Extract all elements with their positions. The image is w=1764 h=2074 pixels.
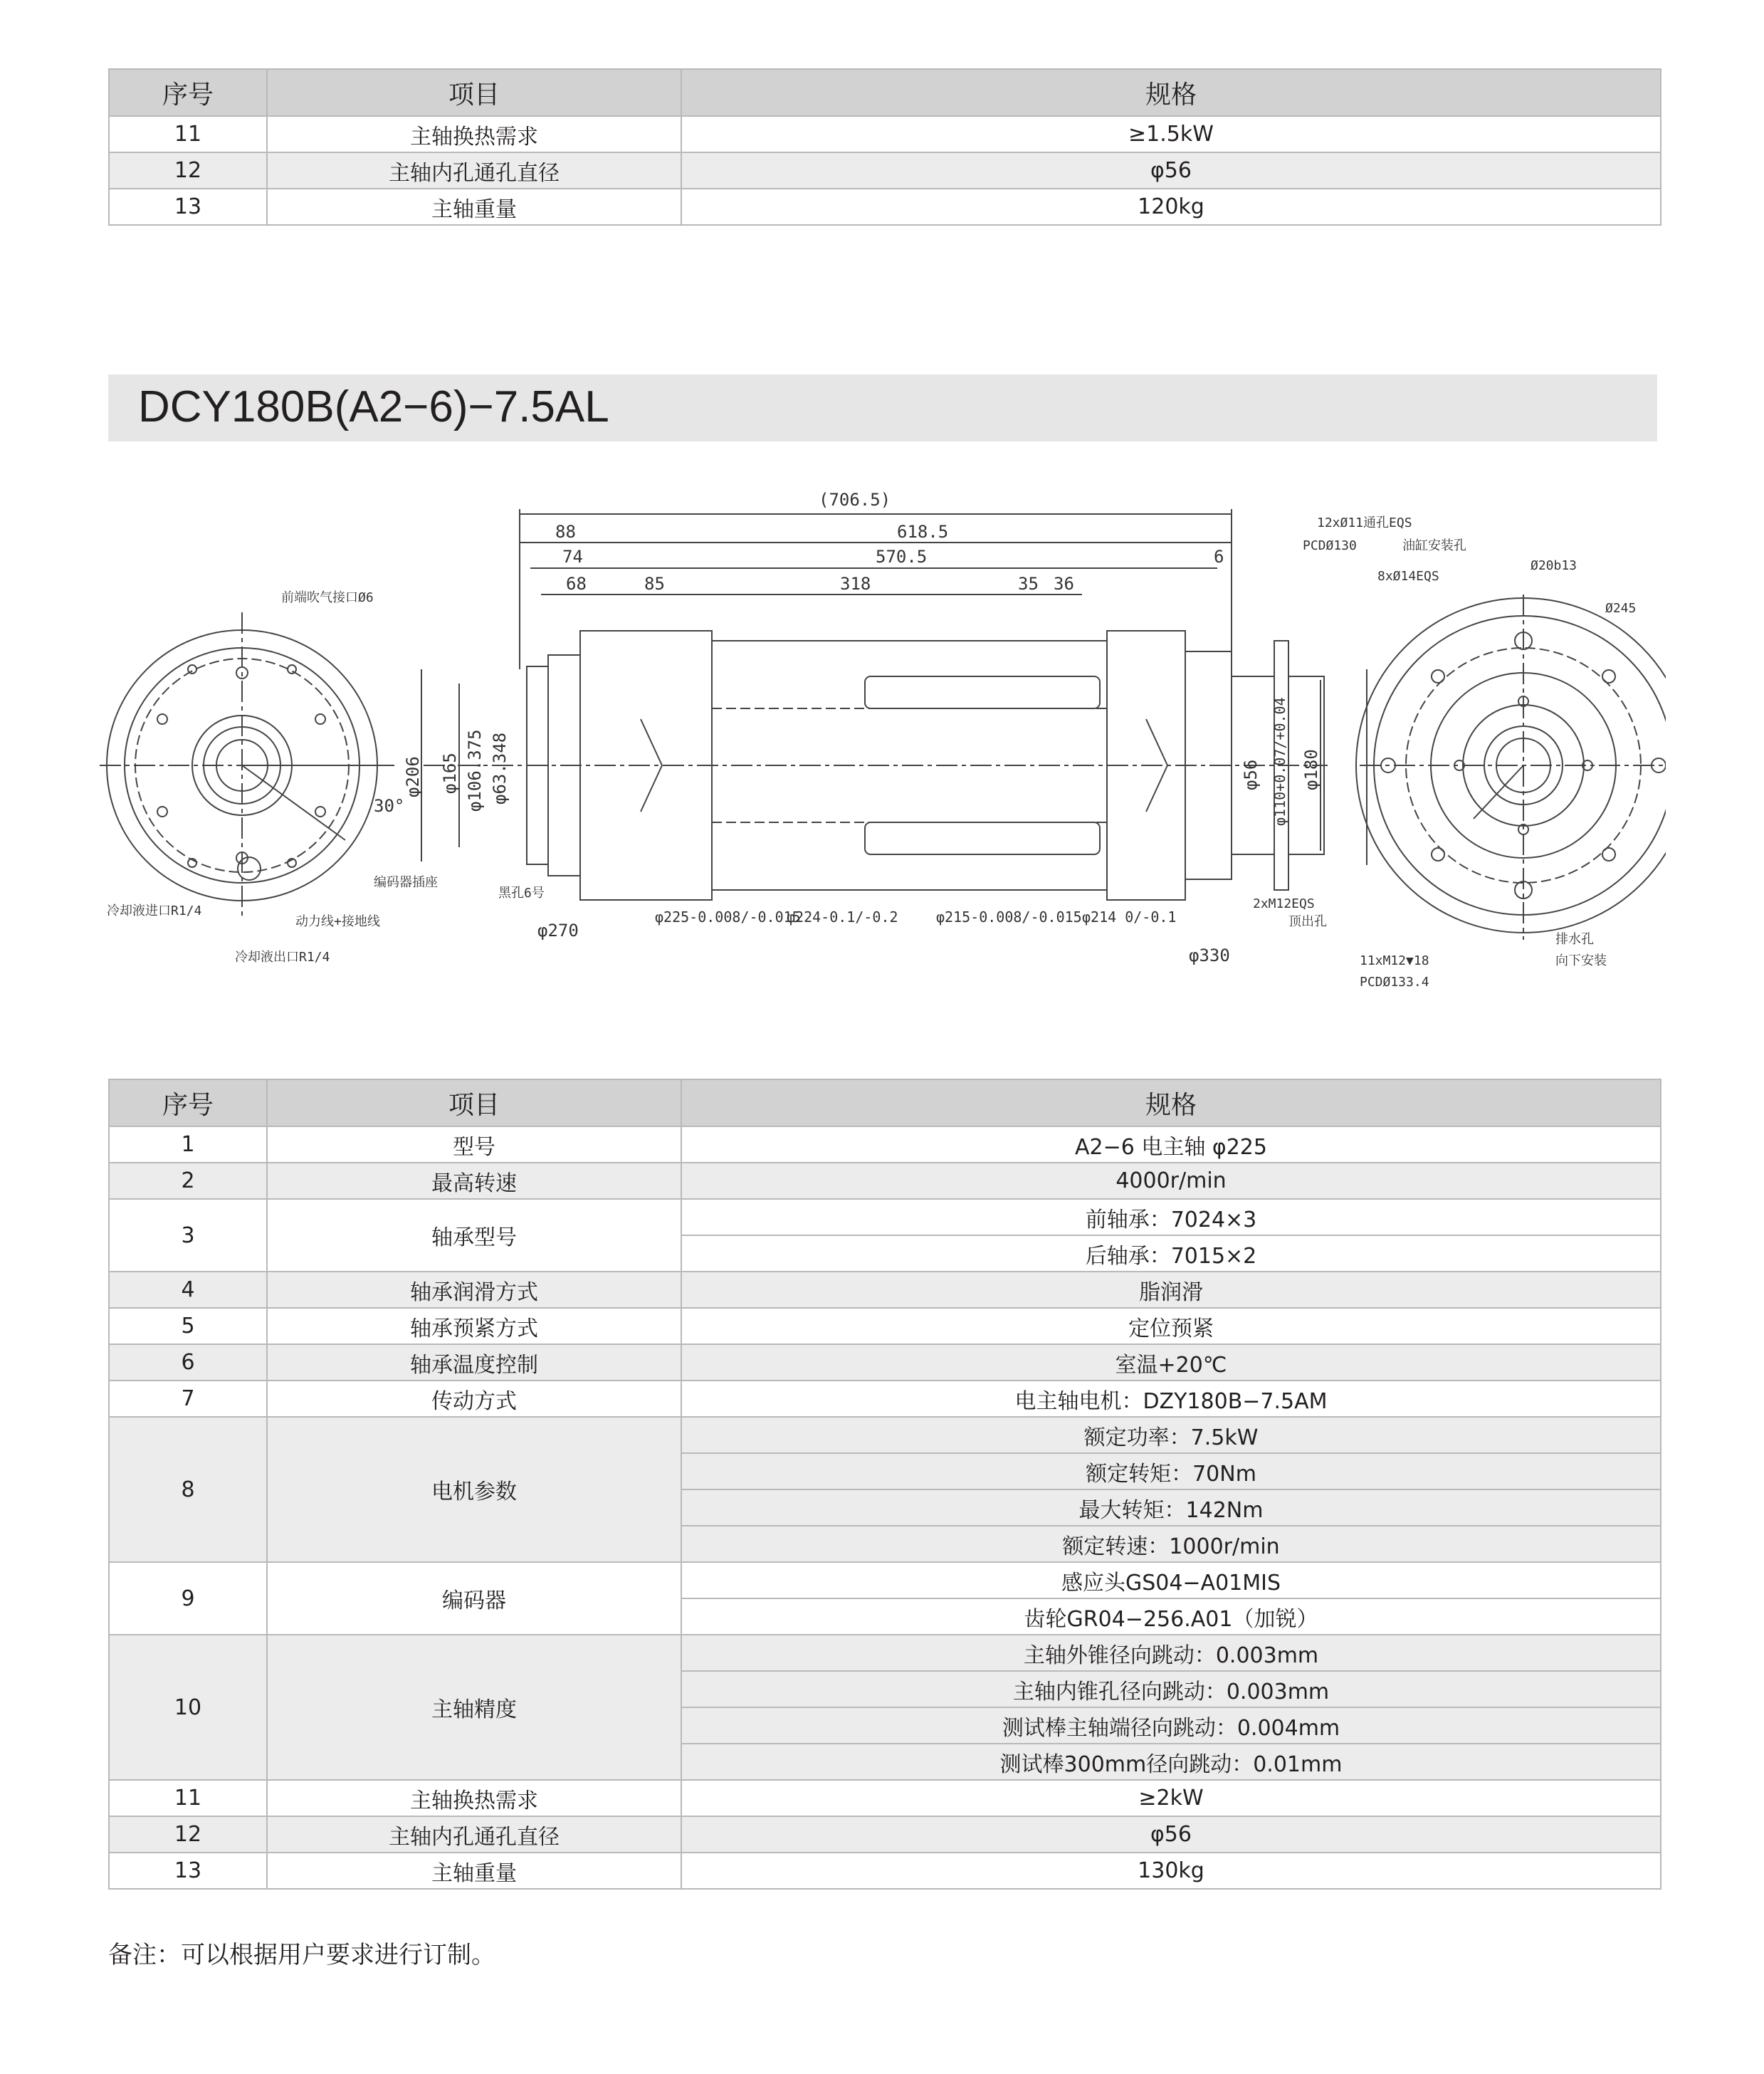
label-8x-holes: 8xØ14EQS [1377,569,1439,584]
row-item: 最高转速 [267,1163,681,1199]
row-item: 轴承预紧方式 [267,1308,681,1344]
row-no: 10 [109,1635,267,1780]
row-no: 12 [109,152,267,189]
row-item: 主轴换热需求 [267,116,681,152]
row-spec: 电主轴电机：DZY180B−7.5AM [681,1381,1661,1417]
label-coolant-out: 冷却液出口R1/4 [235,950,330,965]
dim-phi225: φ225-0.008/-0.015 [655,908,801,926]
table-row [109,1417,1661,1453]
row-spec: 定位预紧 [681,1308,1661,1344]
header-no: 序号 [109,1079,267,1126]
model-title: DCY180B(A2−6)−7.5AL [138,382,609,431]
table-row [109,116,1661,152]
row-spec: 主轴内锥孔径向跳动：0.003mm [681,1671,1661,1707]
row-spec: φ56 [681,152,1661,189]
dim-phi165: φ165 [440,753,460,794]
dim-88: 88 [555,522,576,542]
table-row [109,1308,1661,1344]
row-item: 编码器 [267,1562,681,1635]
dim-phi270: φ270 [537,921,579,941]
table-row [109,1780,1661,1816]
label-phi20b13: Ø20b13 [1531,558,1577,573]
dim-phi180: φ180 [1301,749,1321,790]
dim-318: 318 [840,574,871,594]
row-no: 4 [109,1272,267,1308]
dim-618-5: 618.5 [897,522,949,542]
row-no: 7 [109,1381,267,1417]
row-spec: A2−6 电主轴 φ225 [681,1126,1661,1163]
dim-6: 6 [1214,547,1224,567]
dim-phi110: φ110+0.07/+0.04 [1271,697,1288,826]
table-row [109,1344,1661,1381]
label-12x-holes: 12xØ11通孔EQS [1317,515,1412,530]
row-no: 3 [109,1199,267,1272]
dim-74: 74 [562,547,583,567]
label-2xm12: 2xM12EQS [1253,896,1315,911]
label-hole-6: 黑孔6号 [498,886,545,901]
row-spec: 脂润滑 [681,1272,1661,1308]
dim-phi206: φ206 [403,756,423,797]
label-pcd130: PCDØ130 [1303,538,1357,553]
row-spec: 额定转速：1000r/min [681,1526,1661,1562]
row-spec: 前轴承：7024×3 [681,1199,1661,1235]
row-item: 主轴换热需求 [267,1780,681,1816]
row-spec: 额定功率：7.5kW [681,1417,1661,1453]
row-spec: 后轴承：7015×2 [681,1235,1661,1272]
row-no: 13 [109,1853,267,1889]
label-drain-hole: 排水孔 [1555,932,1594,947]
table-row [109,1381,1661,1417]
row-item: 主轴精度 [267,1635,681,1780]
row-spec: 室温+20℃ [681,1344,1661,1381]
table-row [109,1635,1661,1671]
label-mount-down: 向下安装 [1555,953,1607,968]
label-power-line: 动力线+接地线 [295,914,380,929]
row-item: 主轴内孔通孔直径 [267,1816,681,1853]
label-11xm12: 11xM12▼18 [1360,953,1429,968]
right-end-view [1356,595,1666,940]
table-header-row [109,1079,1661,1126]
row-no: 12 [109,1816,267,1853]
row-spec: 130kg [681,1853,1661,1889]
row-item: 传动方式 [267,1381,681,1417]
technical-drawing [100,470,1666,1011]
label-phi245: Ø245 [1605,601,1637,616]
table-row [109,1816,1661,1853]
row-spec: ≥1.5kW [681,116,1661,152]
label-coolant-in: 冷却液进口R1/4 [107,904,202,918]
table-row [109,1562,1661,1598]
remark-note: 备注：可以根据用户要求进行订制。 [108,1941,495,1969]
label-encoder-socket: 编码器插座 [374,875,438,890]
row-no: 2 [109,1163,267,1199]
model-title-bar [108,375,1657,441]
dim-overall: (706.5) [819,490,891,510]
row-spec: 测试棒主轴端径向跳动：0.004mm [681,1707,1661,1744]
table-row [109,152,1661,189]
row-item: 主轴重量 [267,189,681,225]
dim-phi214: φ214 0/-0.1 [1082,908,1177,926]
dim-35: 35 [1018,574,1039,594]
row-item: 轴承温度控制 [267,1344,681,1381]
dim-phi215: φ215-0.008/-0.015 [936,908,1082,926]
side-view [424,631,1328,900]
row-item: 型号 [267,1126,681,1163]
header-item: 项目 [267,69,681,116]
table-row [109,1163,1661,1199]
dim-phi330: φ330 [1189,946,1230,965]
table-row [109,1272,1661,1308]
row-no: 11 [109,116,267,152]
header-no: 序号 [109,69,267,116]
row-no: 11 [109,1780,267,1816]
dim-85: 85 [644,574,665,594]
row-no: 5 [109,1308,267,1344]
previous-spec-table [108,68,1661,226]
table-row [109,1126,1661,1163]
label-air-inlet: 前端吹气接口Ø6 [281,590,374,605]
row-item: 轴承型号 [267,1199,681,1272]
row-spec: 120kg [681,189,1661,225]
header-spec: 规格 [681,1079,1661,1126]
row-no: 1 [109,1126,267,1163]
row-item: 电机参数 [267,1417,681,1562]
dim-68: 68 [566,574,587,594]
row-item: 主轴内孔通孔直径 [267,152,681,189]
table-row [109,1853,1661,1889]
dim-570-5: 570.5 [876,547,928,567]
label-cylinder-holes: 油缸安装孔 [1402,538,1466,553]
row-no: 9 [109,1562,267,1635]
header-spec: 规格 [681,69,1661,116]
row-spec: φ56 [681,1816,1661,1853]
dim-phi63: φ63.348 [490,732,510,805]
dim-phi224: φ224-0.1/-0.2 [787,908,898,926]
header-item: 项目 [267,1079,681,1126]
table-row [109,1199,1661,1235]
row-item: 轴承润滑方式 [267,1272,681,1308]
row-no: 8 [109,1417,267,1562]
row-spec: ≥2kW [681,1780,1661,1816]
dim-phi56: φ56 [1241,759,1261,790]
label-pcd133: PCDØ133.4 [1360,975,1429,990]
row-spec: 最大转矩：142Nm [681,1489,1661,1526]
dim-phi106: φ106.375 [465,729,485,812]
row-no: 13 [109,189,267,225]
row-spec: 齿轮GR04−256.A01（加锐） [681,1598,1661,1635]
left-end-view [100,612,399,918]
row-spec: 感应头GS04−A01MIS [681,1562,1661,1598]
label-30deg: 30° [374,796,405,816]
table-row [109,189,1661,225]
row-item: 主轴重量 [267,1853,681,1889]
label-ejector-hole: 顶出孔 [1288,914,1327,929]
table-header-row [109,69,1661,116]
row-spec: 主轴外锥径向跳动：0.003mm [681,1635,1661,1671]
dim-36: 36 [1054,574,1074,594]
row-spec: 额定转矩：70Nm [681,1453,1661,1489]
main-spec-table [108,1079,1661,1890]
row-spec: 测试棒300mm径向跳动：0.01mm [681,1744,1661,1780]
row-no: 6 [109,1344,267,1381]
row-spec: 4000r/min [681,1163,1661,1199]
